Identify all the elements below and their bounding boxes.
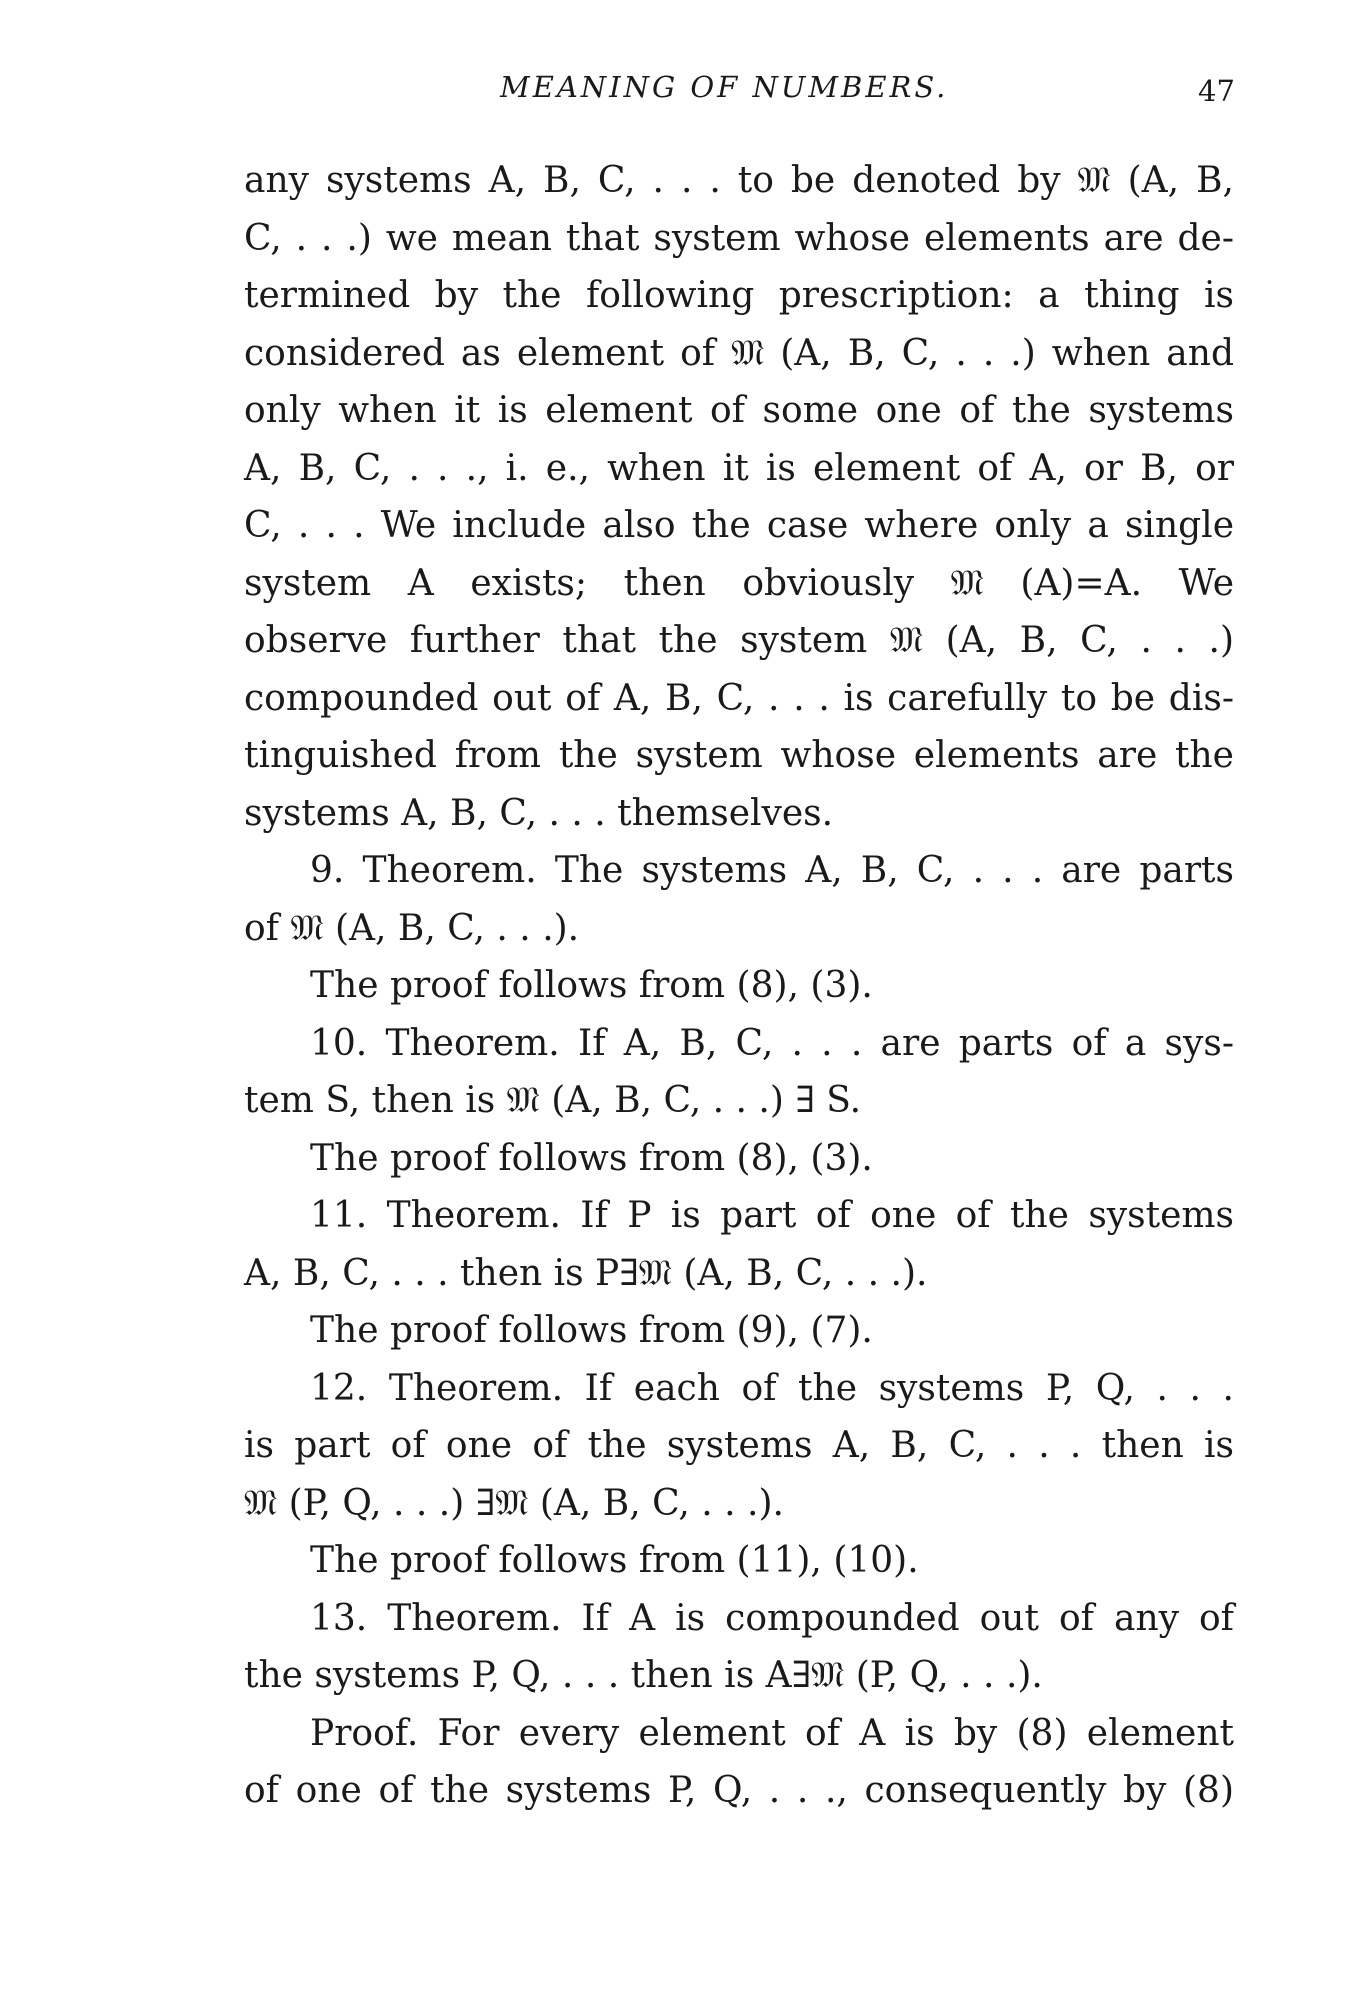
text-line: termined by the following prescription: a thing is — [244, 275, 1234, 316]
text-line: Proof. For every element of A is by (8) element — [310, 1712, 1234, 1754]
text-line: any systems A, B, C, . . . to be denoted by 𝔐 (A, B, — [244, 160, 1234, 201]
text-line: The proof follows from (9), (7). — [310, 1310, 873, 1351]
text-line: tem S, then is 𝔐 (A, B, C, . . .) ∃ S. — [244, 1080, 862, 1121]
text-line: 9. Theorem. The systems A, B, C, . . . are parts — [310, 850, 1234, 891]
text-line: A, B, C, . . . then is P∃𝔐 (A, B, C, . . .). — [244, 1252, 928, 1294]
proof-9 — [244, 957, 1234, 1015]
text-line: C, . . . We include also the case where only a single — [244, 505, 1234, 546]
text-line: The proof follows from (8), (3). — [310, 1137, 873, 1179]
text-line: 11. Theorem. If P is part of one of the systems — [310, 1195, 1234, 1236]
proof-12 — [244, 1532, 1234, 1590]
text-line: of 𝔐 (A, B, C, . . .). — [244, 907, 580, 949]
proof-10 — [244, 1130, 1234, 1188]
text-line: only when it is element of some one of the systems — [244, 390, 1234, 431]
running-title: MEANING OF NUMBERS. — [500, 70, 949, 104]
proof-13 — [244, 1705, 1234, 1820]
text-line: C, . . .) we mean that system whose elements are de- — [244, 217, 1234, 259]
page-header — [0, 62, 1356, 112]
text-line: A, B, C, . . ., i. e., when it is element of A, or B, or — [244, 447, 1234, 489]
text-line: considered as element of 𝔐 (A, B, C, . . .) when and — [244, 332, 1234, 374]
page-body — [244, 152, 1234, 1820]
theorem-12 — [244, 1360, 1234, 1533]
text-line: the systems P, Q, . . . then is A∃𝔐 (P, Q, . . .). — [244, 1655, 1043, 1696]
text-line: 𝔐 (P, Q, . . .) ∃𝔐 (A, B, C, . . .). — [244, 1482, 784, 1524]
theorem-9 — [244, 842, 1234, 957]
proof-11 — [244, 1302, 1234, 1360]
text-line: The proof follows from (11), (10). — [310, 1540, 919, 1581]
text-line: is part of one of the systems A, B, C, . . . then is — [244, 1425, 1234, 1466]
text-line: tinguished from the system whose elements are the — [244, 735, 1234, 776]
text-line: system A exists; then obviously 𝔐 (A)=A. We — [244, 562, 1234, 604]
theorem-10 — [244, 1015, 1234, 1130]
text-line: 13. Theorem. If A is compounded out of any of — [310, 1597, 1234, 1639]
paragraph-definition-8-continued — [244, 152, 1234, 842]
text-line: 12. Theorem. If each of the systems P, Q, . . . — [310, 1367, 1234, 1409]
text-line: 10. Theorem. If A, B, C, . . . are parts of a sys- — [310, 1022, 1234, 1064]
text-line: systems A, B, C, . . . themselves. — [244, 792, 834, 834]
text-line: compounded out of A, B, C, . . . is carefully to be dis- — [244, 677, 1234, 719]
text-line: observe further that the system 𝔐 (A, B, C, . . .) — [244, 620, 1234, 661]
theorem-13 — [244, 1590, 1234, 1705]
page-number: 47 — [1198, 74, 1235, 108]
text-line: of one of the systems P, Q, . . ., consequently by (8) — [244, 1770, 1234, 1811]
text-line: The proof follows from (8), (3). — [310, 965, 873, 1006]
theorem-11 — [244, 1187, 1234, 1302]
